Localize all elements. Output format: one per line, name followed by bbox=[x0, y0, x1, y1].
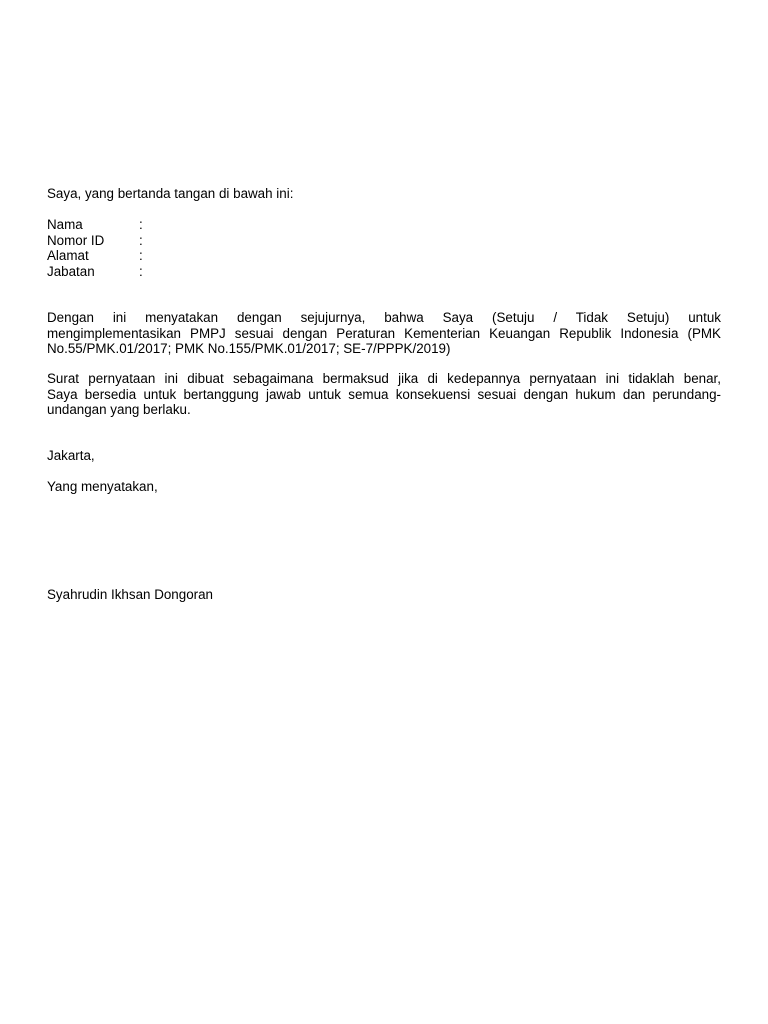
field-separator: : bbox=[139, 217, 143, 232]
field-label-alamat: Alamat bbox=[47, 248, 89, 263]
responsibility-line: Saya bersedia untuk bertanggung jawab untuk semua konsekuensi sesuai dengan hukum dan perundang- bbox=[47, 386, 721, 402]
statement-line: mengimplementasikan PMPJ sesuai dengan Peraturan Kementerian Keuangan Republik Indonesia (PMK bbox=[47, 325, 721, 341]
statement-line: Dengan ini menyatakan dengan sejujurnya, bahwa Saya (Setuju / Tidak Setuju) untuk bbox=[47, 310, 721, 325]
field-label-nama: Nama bbox=[47, 217, 83, 232]
field-label-nomor-id: Nomor ID bbox=[47, 232, 105, 248]
statement-paragraph bbox=[47, 310, 721, 357]
responsibility-paragraph bbox=[47, 371, 721, 418]
intro-text: Saya, yang bertanda tangan di bawah ini: bbox=[47, 186, 294, 201]
field-separator: : bbox=[139, 232, 143, 248]
responsibility-line: undangan yang berlaku. bbox=[47, 402, 191, 417]
field-separator: : bbox=[139, 248, 143, 263]
responsibility-line: Surat pernyataan ini dibuat sebagaimana bermaksud jika di kedepannya pernyataan ini tidaklah benar, bbox=[47, 371, 721, 386]
place-text: Jakarta, bbox=[47, 448, 95, 463]
closing-text: Yang menyatakan, bbox=[47, 479, 158, 494]
field-separator: : bbox=[139, 263, 143, 279]
signatory-name: Syahrudin Ikhsan Dongoran bbox=[47, 587, 214, 602]
statement-line: No.55/PMK.01/2017; PMK No.155/PMK.01/2017; SE-7/PPPK/2019) bbox=[47, 341, 451, 356]
field-label-jabatan: Jabatan bbox=[47, 263, 95, 279]
